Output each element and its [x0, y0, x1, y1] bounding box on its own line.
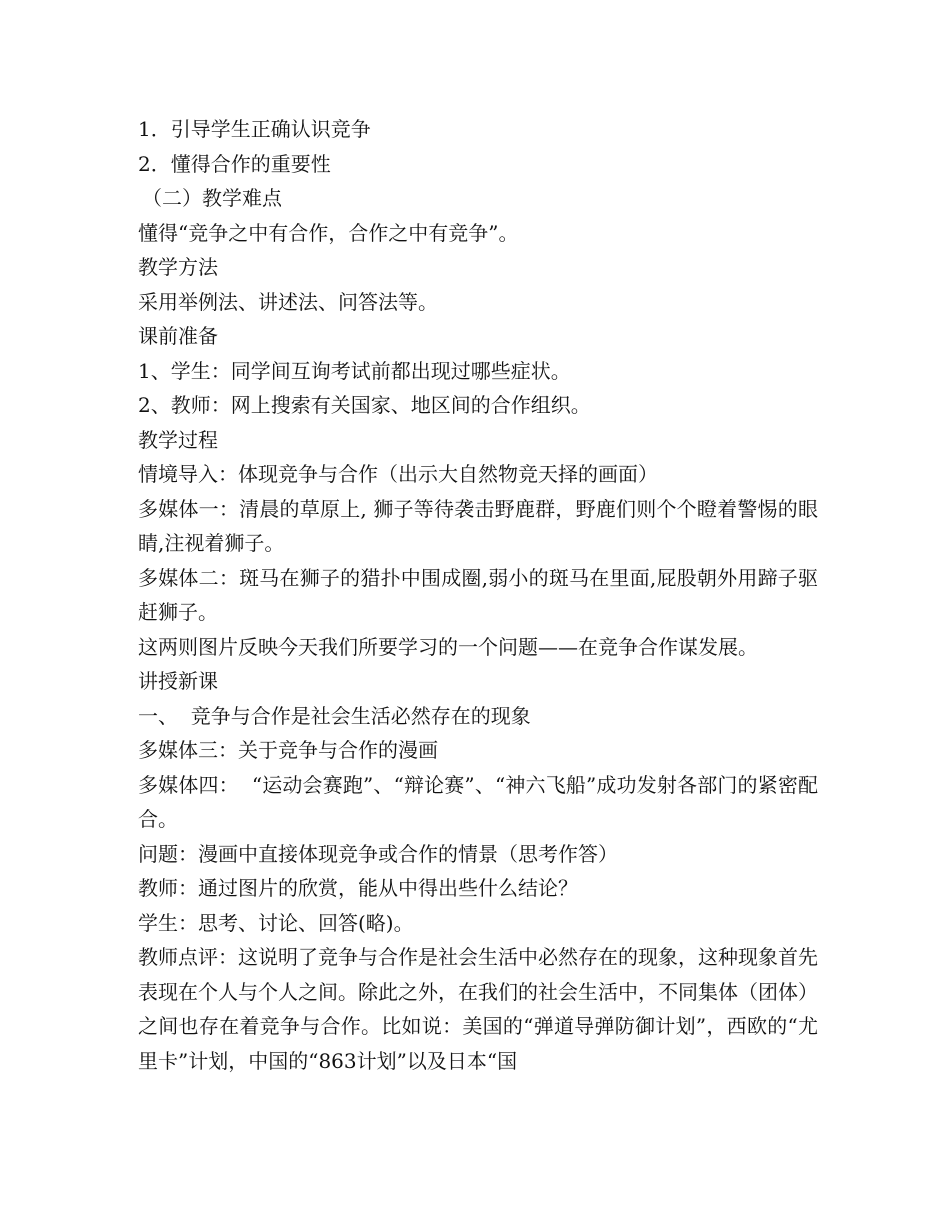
objective-1: 1．引导学生正确认识竞争: [138, 117, 371, 141]
objective-2: 2．懂得合作的重要性: [138, 151, 331, 176]
media-four-paragraph: 多媒体四： “运动会赛跑”、“辩论赛”、“神六飞船”成功发射各部门的紧密配合。: [138, 772, 818, 831]
difficulty-text: 懂得“竞争之中有合作，合作之中有竞争”。: [138, 220, 519, 245]
section-heading-preparation: 课前准备: [138, 324, 218, 348]
preparation-teacher: 2、教师：网上搜索有关国家、地区间的合作组织。: [138, 393, 591, 417]
point-one-heading: 一、 竞争与合作是社会生活必然存在的现象: [138, 703, 531, 728]
section-heading-method: 教学方法: [138, 255, 218, 279]
preparation-student: 1、学生：同学间互询考试前都出现过哪些症状。: [138, 358, 571, 383]
question-line: 问题：漫画中直接体现竞争或合作的情景（思考作答）: [138, 841, 618, 866]
section-heading-new-lesson: 讲授新课: [138, 669, 218, 693]
media-one-paragraph: 多媒体一：清晨的草原上, 狮子等待袭击野鹿群，野鹿们则个个瞪着警惕的眼睛,注视着狮子。: [138, 496, 818, 555]
teacher-question-line: 教师：通过图片的欣赏，能从中得出些什么结论？: [138, 876, 578, 900]
teacher-comment-paragraph: 教师点评：这说明了竞争与合作是社会生活中必然存在的现象，这种现象首先表现在个人与个人之间。除此之外，在我们的社会生活中，不同集体（团体）之间也存在着竞争与合作。比如说：美国的“弹道导弹防御计划”，西欧的“尤里卡”计划，中国的“863计划”以及日本“国: [138, 945, 818, 1073]
method-text: 采用举例法、讲述法、问答法等。: [138, 289, 438, 314]
section-heading-difficulty: （二）教学难点: [142, 186, 282, 210]
scenario-intro: 情境导入：体现竞争与合作（出示大自然物竞天择的画面）: [138, 462, 658, 486]
section-heading-process: 教学过程: [138, 427, 218, 452]
student-answer-line: 学生：思考、讨论、回答(略)。: [138, 910, 414, 935]
media-three-line: 多媒体三：关于竞争与合作的漫画: [138, 738, 438, 762]
summary-line: 这两则图片反映今天我们所要学习的一个问题——在竞争合作谋发展。: [138, 634, 758, 659]
media-two-paragraph: 多媒体二：斑马在狮子的猎扑中围成圈,弱小的斑马在里面,屁股朝外用蹄子驱赶狮子。: [138, 565, 818, 624]
document-body: [138, 112, 818, 1078]
